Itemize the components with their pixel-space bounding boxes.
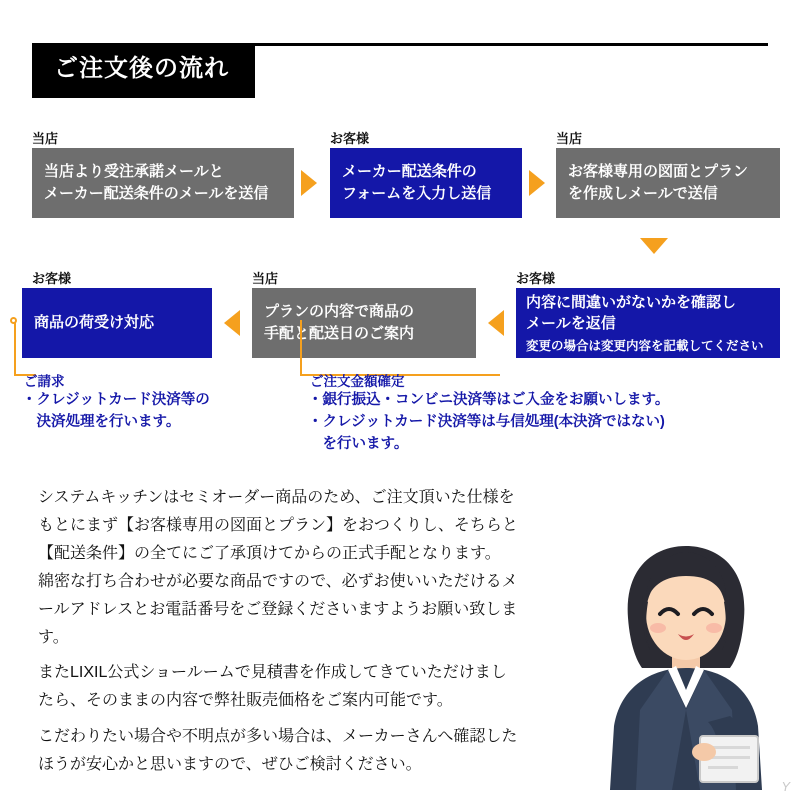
arrow-down-icon — [640, 238, 668, 254]
flow-step-6-line-1: 商品の荷受け対応 — [34, 314, 155, 332]
description-line-10: ほうが安心かと思いますので、ぜひご検討ください。 — [38, 756, 422, 774]
description-line-2: もとにまず【お客様専用の図面とプラン】をおつくりし、そちらと — [38, 516, 518, 534]
watermark: Y — [781, 779, 790, 794]
callout-bracket-1 — [14, 320, 34, 376]
flow-step-2 — [330, 148, 522, 218]
callout-1-line-2: 決済処理を行います。 — [22, 413, 181, 430]
description-line-3: 【配送条件】の全てにご了承頂けてからの正式手配となります。 — [38, 544, 501, 562]
flow-step-1-line-1: 当店より受注承諾メールと — [44, 163, 224, 181]
description-paragraphs — [38, 485, 638, 780]
flow-caption-6: お客様 — [516, 271, 556, 286]
callout-bracket-2 — [300, 320, 500, 376]
description-line-1: システムキッチンはセミオーダー商品のため、ご注文頂いた仕様を — [38, 489, 515, 506]
female-staff-illustration — [580, 540, 792, 790]
description-line-7: またLIXIL公式ショールームで見積書を作成してきていただけまし — [38, 664, 507, 682]
flow-step-2-line-1: メーカー配送条件の — [342, 163, 477, 181]
description-line-9: こだわりたい場合や不明点が多い場合は、メーカーさんへ確認した — [38, 728, 518, 746]
flow-caption-4: お客様 — [32, 271, 72, 286]
flow-step-4-line-2: メールを返信 — [526, 315, 616, 333]
flow-step-5-line-1: プランの内容で商品の — [264, 303, 415, 321]
flow-caption-3: 当店 — [556, 131, 583, 146]
flow-step-4-note: 変更の場合は変更内容を記載してください — [526, 339, 764, 354]
callout-body-2 — [308, 390, 669, 455]
description-line-6: す。 — [38, 628, 69, 646]
description-line-8: たら、そのままの内容で弊社販売価格をご案内可能です。 — [38, 692, 453, 710]
callout-body-1 — [22, 390, 210, 434]
flow-step-3-line-2: を作成しメールで送信 — [568, 185, 718, 202]
flow-step-3-line-1: お客様専用の図面とプラン — [568, 163, 749, 181]
flow-step-2-line-2: フォームを入力し送信 — [342, 185, 492, 202]
callout-title-2: ご注文金額確定 — [310, 374, 405, 389]
description-line-5: ールアドレスとお電話番号をご登録くださいますようお願い致しま — [38, 600, 518, 618]
callout-dot-1 — [10, 317, 17, 324]
arrow-left-icon-1 — [224, 310, 240, 336]
flow-step-1 — [32, 148, 294, 218]
callout-2-line-2: ・クレジットカード決済等は与信処理(本決済ではない) — [308, 413, 665, 430]
page-title: ご注文後の流れ — [32, 43, 255, 98]
callout-2-line-3: を行います。 — [308, 435, 409, 452]
callout-title-1: ご請求 — [24, 374, 65, 389]
flow-step-4-line-1: 内容に間違いがないかを確認し — [526, 293, 737, 311]
flow-step-6 — [22, 288, 212, 358]
flow-step-5-line-2: 手配と配送日のご案内 — [264, 325, 415, 342]
flow-caption-1: 当店 — [32, 131, 59, 146]
flow-step-4 — [516, 288, 780, 358]
description-line-4: 綿密な打ち合わせが必要な商品ですので、必ずお使いいただけるメ — [38, 572, 518, 590]
flow-caption-5: 当店 — [252, 271, 279, 286]
callout-1-line-1: ・クレジットカード決済等の — [22, 392, 210, 408]
flow-caption-2: お客様 — [330, 131, 370, 146]
callout-2-line-1: ・銀行振込・コンビニ決済等はご入金をお願いします。 — [308, 392, 670, 408]
arrow-right-icon-2 — [529, 170, 545, 196]
flow-step-1-line-2: メーカー配送条件のメールを送信 — [44, 185, 269, 202]
arrow-right-icon-1 — [301, 170, 317, 196]
flow-step-3 — [556, 148, 780, 218]
